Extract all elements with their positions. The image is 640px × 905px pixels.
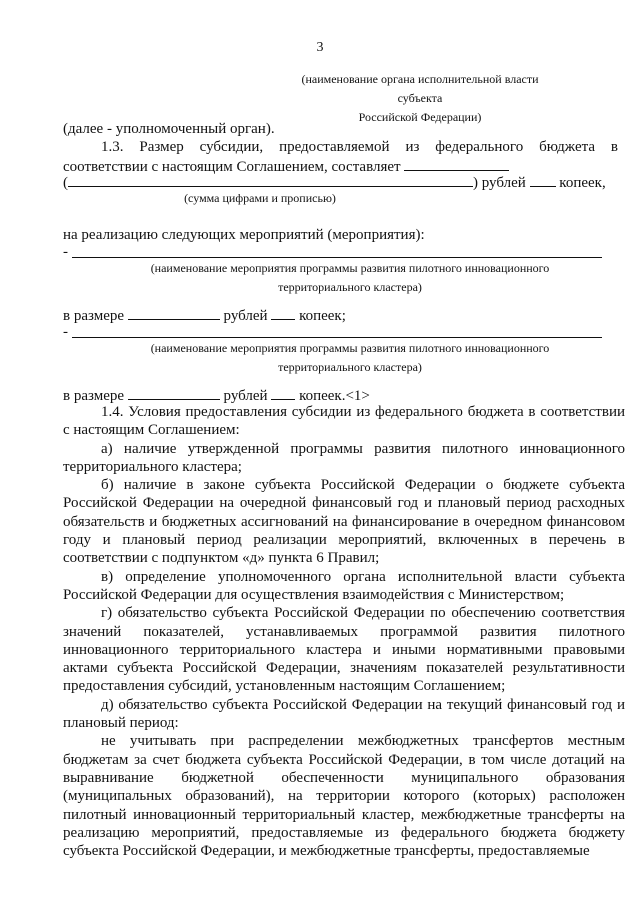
organ-note-line-1: (наименование органа исполнительной власти субъекта bbox=[301, 72, 539, 105]
condition-d: д) обязательство субъекта Российской Федерации на текущий финансовый год и плановый период: bbox=[63, 696, 625, 732]
activity-dash-2: - bbox=[63, 324, 68, 340]
authorized-body-text: (далее - уполномоченный орган). bbox=[63, 121, 275, 137]
kop-label: копеек, bbox=[559, 175, 606, 191]
amount-prefix-1: в размере bbox=[63, 308, 125, 324]
amount-blank-1 bbox=[404, 156, 509, 171]
rub-label-1: рублей bbox=[223, 308, 268, 324]
page-number: 3 bbox=[316, 40, 324, 55]
activity-note-1 bbox=[110, 259, 590, 297]
organ-name-note bbox=[280, 70, 560, 127]
condition-a: а) наличие утвержденной программы развития пилотного инновационного территориального кластера; bbox=[63, 440, 625, 475]
section-1-4-intro: 1.4. Условия предоставления субсидии из федерального бюджета в соответствии с настоящим Соглашением: bbox=[63, 404, 625, 439]
kop-blank bbox=[530, 172, 556, 187]
kop-label-2: копеек.<1> bbox=[299, 388, 370, 404]
rub-blank-1 bbox=[128, 305, 220, 320]
activity-note-1-line-2: территориального кластера) bbox=[278, 280, 422, 294]
activity-note-2 bbox=[110, 339, 590, 377]
activity-note-1-line-1: (наименование мероприятия программы развития пилотного инновационного bbox=[150, 261, 550, 275]
amount-line-1 bbox=[63, 305, 346, 325]
rub-label: рублей bbox=[481, 175, 526, 191]
condition-d-clause-1: не учитывать при распределении межбюджетных трансфертов местным бюджетам за счет бюджета субъекта Российской Федерации, в том числе дотаций на выравнивание бюджетной обеспеченности муниципального образования (муниципальных образований), на территории которого (которых) расположен пилотный инновационный территориальный кластер, межбюджетные трансферты на реализацию мероприятий, предоставляемые из федерального бюджета бюджету субъекта Российской Федерации, и межбюджетные трансферты, предоставляемые bbox=[63, 733, 625, 860]
amount-line-2 bbox=[63, 385, 370, 405]
activity-note-2-line-1: (наименование мероприятия программы развития пилотного инновационного bbox=[150, 341, 550, 355]
condition-b: б) наличие в законе субъекта Российской Федерации о бюджете субъекта Российской Федерации на очередной финансовый год и плановый период расходных обязательств и бюджетных ассигнований на финансирование в очередном финансовом году и плановый период реализации мероприятий, включенных в перечень в соответствии с подпунктом «д» пункта 6 Правил; bbox=[63, 477, 625, 567]
amount-prefix-2: в размере bbox=[63, 388, 125, 404]
rub-label-2: рублей bbox=[223, 388, 268, 404]
condition-g: г) обязательство субъекта Российской Федерации по обеспечению соответствия значений показателей, устанавливаемых программой развития пилотного инновационного территориального кластера и иными нормативными правовыми актами субъекта Российской Федерации, значениям показателей результативности предоставления субсидий, установленным настоящим Соглашением; bbox=[63, 605, 625, 695]
activity-blank-1 bbox=[72, 257, 602, 258]
amount-words-blank bbox=[68, 172, 473, 187]
section-1-3-content: 1.3. Размер субсидии, предоставляемой из федерального бюджета в соответствии с настоящим Соглашением, составляет bbox=[63, 139, 618, 176]
activity-blank-2 bbox=[72, 337, 602, 338]
organ-note-line-2: Российской Федерации) bbox=[358, 110, 482, 124]
rub-blank-2 bbox=[128, 385, 220, 400]
activity-dash-1: - bbox=[63, 244, 68, 260]
kop-label-1: копеек; bbox=[299, 308, 346, 324]
kop-blank-2 bbox=[271, 385, 295, 400]
amount-note: (сумма цифрами и прописью) bbox=[184, 191, 336, 205]
condition-v: в) определение уполномоченного органа исполнительной власти субъекта Российской Федерации для осуществления взаимодействия с Министерством; bbox=[63, 568, 625, 603]
kop-blank-1 bbox=[271, 305, 295, 320]
paren-close: ) bbox=[473, 175, 478, 191]
paren-open: ( bbox=[63, 175, 68, 191]
section-1-3-text bbox=[63, 138, 618, 177]
activities-intro: на реализацию следующих мероприятий (мероприятия): bbox=[63, 227, 425, 243]
activity-note-2-line-2: территориального кластера) bbox=[278, 360, 422, 374]
